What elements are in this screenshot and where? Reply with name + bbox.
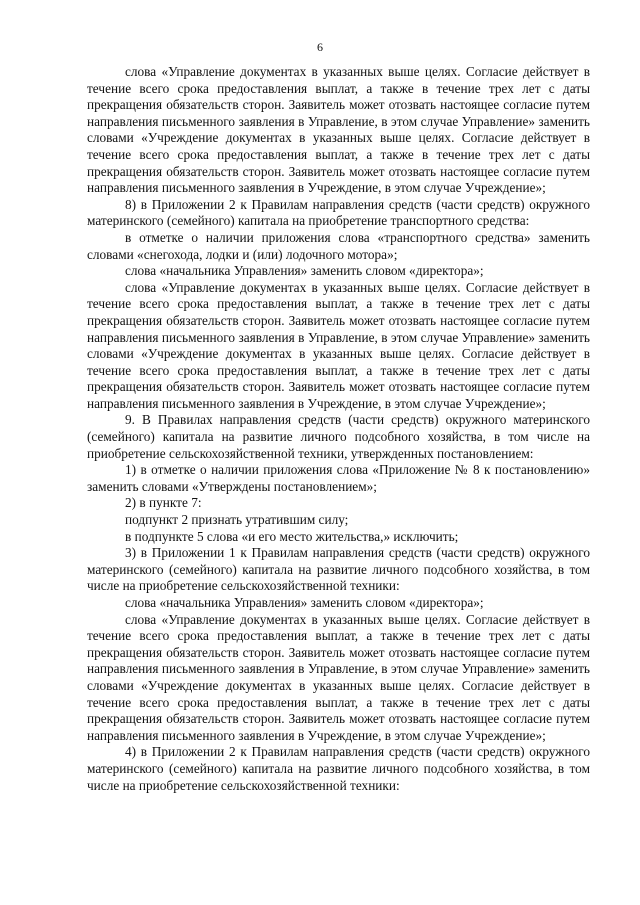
document-body: [87, 64, 590, 794]
paragraph: 3) в Приложении 1 к Правилам направления средств (части средств) окружного материнского (семейного) капитала на развитие личного подсобного хозяйства, в том числе на приобретение сельскохозяйственной техники:: [87, 545, 590, 594]
paragraph: 9. В Правилах направления средств (части средств) окружного материнского (семейного) капитала на развитие личного подсобного хозяйства, в том числе на приобретение сельскохозяйственной техники, утвержденных постановлением:: [87, 412, 590, 461]
paragraph: 8) в Приложении 2 к Правилам направления средств (части средств) окружного материнского (семейного) капитала на приобретение транспортного средства:: [87, 196, 590, 229]
paragraph: слова «начальника Управления» заменить словом «директора»;: [125, 263, 484, 279]
page-number: 6: [317, 40, 323, 54]
paragraph: в отметке о наличии приложения слова «транспортного средства» заменить словами «снегохода, лодки и (или) лодочного мотора»;: [87, 229, 590, 262]
paragraph: 1) в отметке о наличии приложения слова «Приложение № 8 к постановлению» заменить словами «Утверждены постановлением»;: [87, 462, 590, 494]
paragraph: 4) в Приложении 2 к Правилам направления средств (части средств) окружного материнского (семейного) капитала на развитие личного подсобного хозяйства, в том числе на приобретение сельскохозяйственной техники:: [87, 744, 590, 793]
paragraph: слова «Управление документах в указанных выше целях. Согласие действует в течение всего срока предоставления выплат, а также в течение трех лет с даты прекращения обязательств сторон. Заявитель может отозвать настоящее согласие путем направления письменного заявления в Управление, в этом случае Управление» заменить словами «Учреждение документах в указанных выше целях. Согласие действует в течение всего срока предоставления выплат, а также в течение трех лет с даты прекращения обязательств сторон. Заявитель может отозвать настоящее согласие путем направления письменного заявления в Учреждение, в этом случае Учреждение»;: [87, 279, 590, 411]
paragraph: в подпункте 5 слова «и его место жительства,» исключить;: [125, 528, 459, 544]
paragraph: слова «Управление документах в указанных выше целях. Согласие действует в течение всего срока предоставления выплат, а также в течение трех лет с даты прекращения обязательств сторон. Заявитель может отозвать настоящее согласие путем направления письменного заявления в Управление, в этом случае Управление» заменить словами «Учреждение документах в указанных выше целях. Согласие действует в течение всего срока предоставления выплат, а также в течение трех лет с даты прекращения обязательств сторон. Заявитель может отозвать настоящее согласие путем направления письменного заявления в Учреждение, в этом случае Учреждение»;: [87, 64, 590, 196]
paragraph: слова «Управление документах в указанных выше целях. Согласие действует в течение всего срока предоставления выплат, а также в течение трех лет с даты прекращения обязательств сторон. Заявитель может отозвать настоящее согласие путем направления письменного заявления в Управление, в этом случае Управление» заменить словами «Учреждение документах в указанных выше целях. Согласие действует в течение всего срока предоставления выплат, а также в течение трех лет с даты прекращения обязательств сторон. Заявитель может отозвать настоящее согласие путем направления письменного заявления в Учреждение, в этом случае Учреждение»;: [87, 611, 590, 743]
paragraph: 2) в пункте 7:: [125, 495, 202, 511]
paragraph: слова «начальника Управления» заменить словом «директора»;: [125, 595, 484, 610]
paragraph: подпункт 2 признать утратившим силу;: [125, 512, 349, 528]
